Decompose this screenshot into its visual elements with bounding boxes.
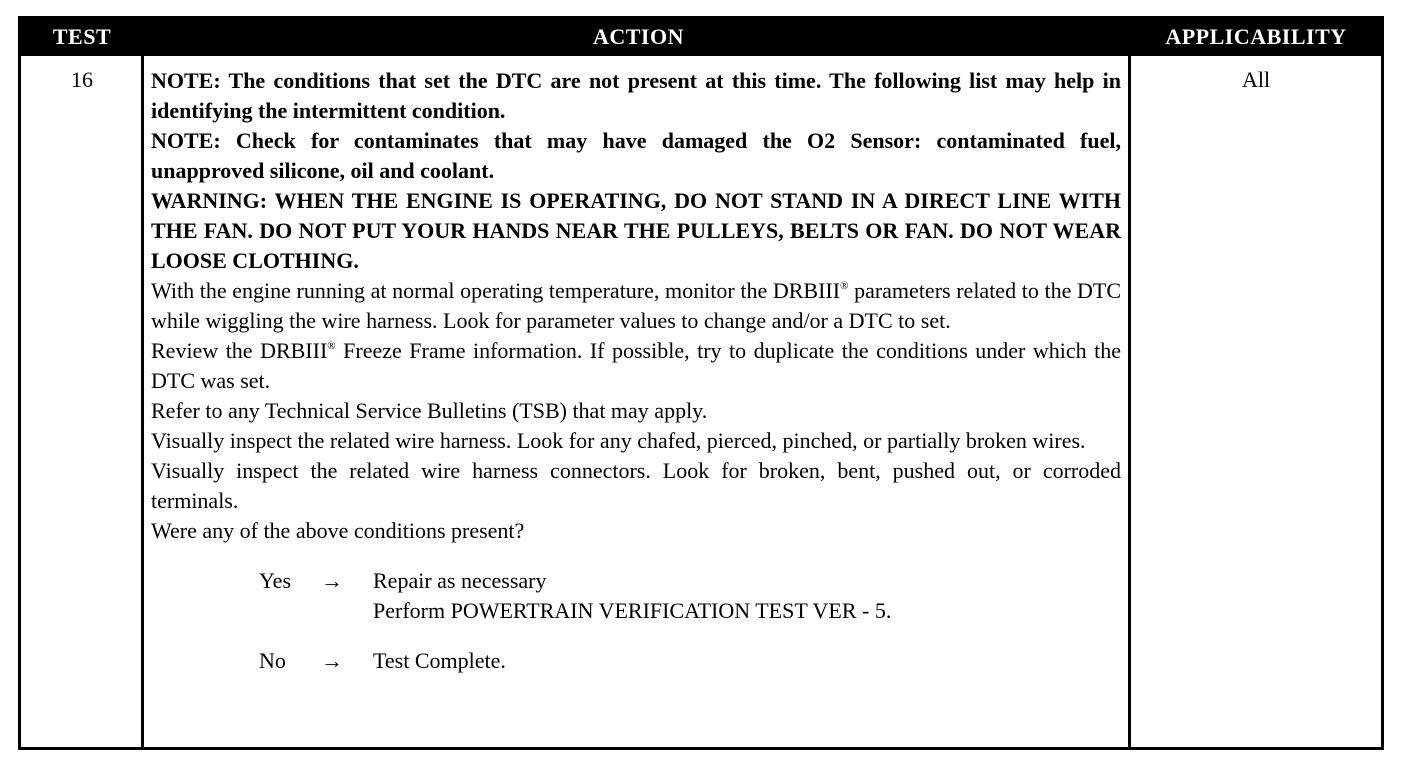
answer-yes-line2: Perform POWERTRAIN VERIFICATION TEST VER - 5. [373, 598, 892, 623]
warning-fan: WARNING: WHEN THE ENGINE IS OPERATING, DO NOT STAND IN A DIRECT LINE WITH THE FAN. DO NOT PUT YOUR HANDS NEAR THE PULLEYS, BELTS OR FAN. DO NOT WEAR LOOSE CLOTHING. [151, 188, 1121, 273]
column-divider-applicability [1128, 56, 1131, 747]
column-divider-test [141, 56, 144, 747]
step-inspect-harness: Visually inspect the related wire harness. Look for any chafed, pierced, pinched, or partially broken wires. [151, 428, 1086, 453]
step-monitor-parameters [151, 276, 1121, 336]
step-inspect-connectors: Visually inspect the related wire harness connectors. Look for broken, bent, pushed out, or corroded terminals. [151, 458, 1121, 513]
answer-no-label: No [259, 648, 286, 673]
diagnostic-table [18, 16, 1384, 750]
step-tsb: Refer to any Technical Service Bulletins (TSB) that may apply. [151, 398, 708, 423]
answer-yes-line1: Repair as necessary [373, 568, 547, 593]
step-monitor-text-a: With the engine running at normal operating temperature, monitor the DRBIII [151, 278, 841, 303]
question-conditions-present: Were any of the above conditions present? [151, 518, 525, 543]
applicability-value: All [1241, 67, 1271, 92]
action-cell [151, 66, 1121, 676]
answer-no-text [373, 646, 506, 676]
arrow-right-icon: → [321, 568, 343, 593]
note-intermittent: NOTE: The conditions that set the DTC are not present at this time. The following list may help in identifying the intermittent condition. [151, 68, 1121, 123]
header-test: TEST [52, 24, 112, 49]
step-monitor-text-b: parameters related to the DTC while wiggling the wire harness. Look for parameter values to change and/or a DTC to set. [151, 278, 1121, 333]
step-freeze-text-b: Freeze Frame information. If possible, try to duplicate the conditions under which the DTC was set. [151, 338, 1121, 393]
registered-mark: ® [840, 280, 849, 292]
answer-yes-text [373, 566, 891, 626]
answer-no-line1: Test Complete. [373, 648, 506, 673]
answer-yes [151, 566, 1121, 626]
step-freeze-text-a: Review the DRBIII [151, 338, 328, 363]
arrow-right-icon: → [321, 648, 343, 673]
answers [151, 566, 1121, 676]
registered-mark: ® [327, 340, 336, 352]
test-number: 16 [71, 67, 93, 92]
answer-no [151, 646, 1121, 676]
table-header [21, 19, 1381, 56]
step-freeze-frame [151, 336, 1121, 396]
header-applicability: APPLICABILITY [1165, 24, 1347, 49]
answer-yes-label: Yes [259, 568, 292, 593]
note-contaminates: NOTE: Check for contaminates that may have damaged the O2 Sensor: contaminated fuel, unapproved silicone, oil and coolant. [151, 128, 1121, 183]
header-action: ACTION [592, 24, 684, 49]
